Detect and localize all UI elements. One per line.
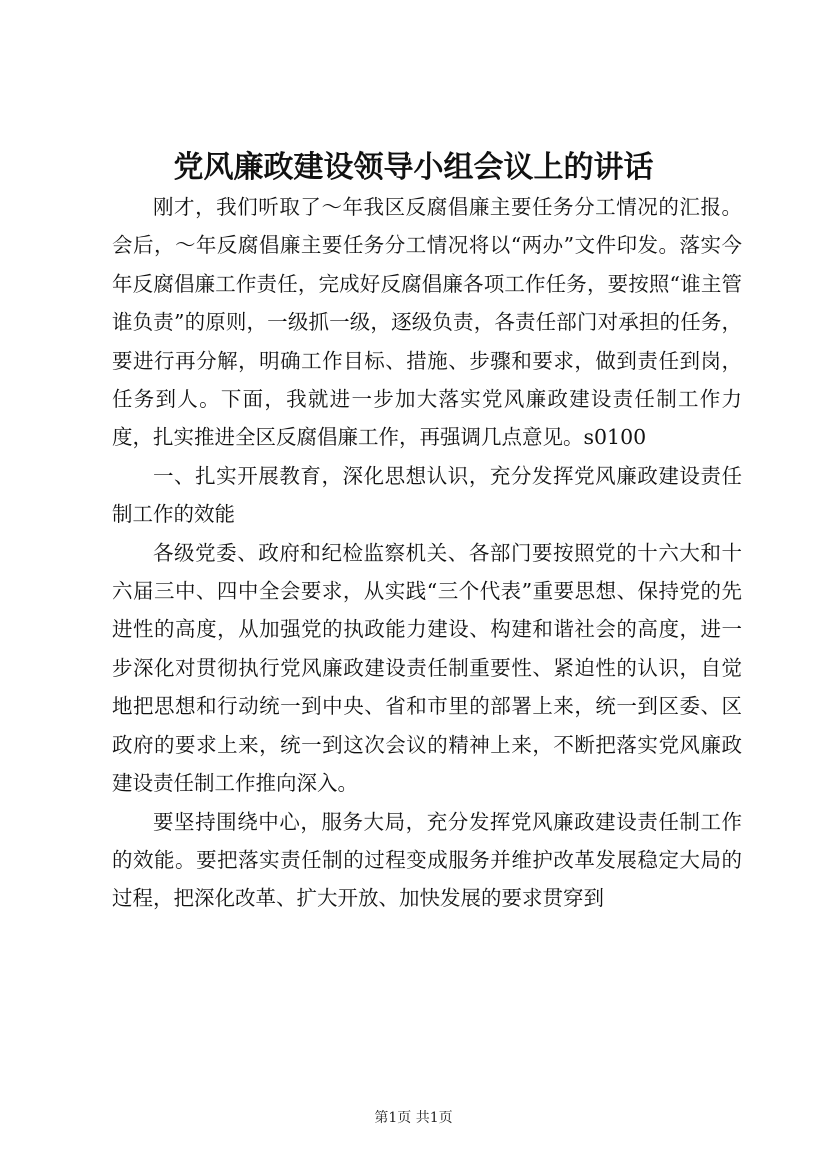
paragraph-serve-overall: 要坚持围绕中心，服务大局，充分发挥党风廉政建设责任制工作的效能。要把落实责任制的过程变成服务并维护改革发展稳定大局的过程，把深化改革、扩大开放、加快发展的要求贯穿到 <box>112 809 742 911</box>
section-heading-one: 一、扎实开展教育，深化思想认识，充分发挥党风廉政建设责任制工作的效能 <box>112 463 742 527</box>
paragraph-intro: 刚才，我们听取了～年我区反腐倡廉主要任务分工情况的汇报。会后，～年反腐倡廉主要任务分工情况将以“两办”文件印发。落实今年反腐倡廉工作责任，完成好反腐倡廉各项工作任务，要按照“谁主管谁负责”的原则，一级抓一级，逐级负责，各责任部门对承担的任务，要进行再分解，明确工作目标、措施、步骤和要求，做到责任到岗，任务到人。下面，我就进一步加大落实党风廉政建设责任制工作力度，扎实推进全区反腐倡廉工作，再强调几点意见。s0100 <box>112 195 742 450</box>
document-body <box>112 188 742 918</box>
page-number-footer: 第1页 共1页 <box>374 1110 453 1126</box>
paragraph-party-committees: 各级党委、政府和纪检监察机关、各部门要按照党的十六大和十六届三中、四中全会要求，从实践“三个代表”重要思想、保持党的先进性的高度，从加强党的执政能力建设、构建和谐社会的高度，进一步深化对贯彻执行党风廉政建设责任制重要性、紧迫性的认识，自觉地把思想和行动统一到中央、省和市里的部署上来，统一到区委、区政府的要求上来，统一到这次会议的精神上来，不断把落实党风廉政建设责任制工作推向深入。 <box>112 540 742 796</box>
document-title: 党风廉政建设领导小组会议上的讲话 <box>173 150 654 185</box>
